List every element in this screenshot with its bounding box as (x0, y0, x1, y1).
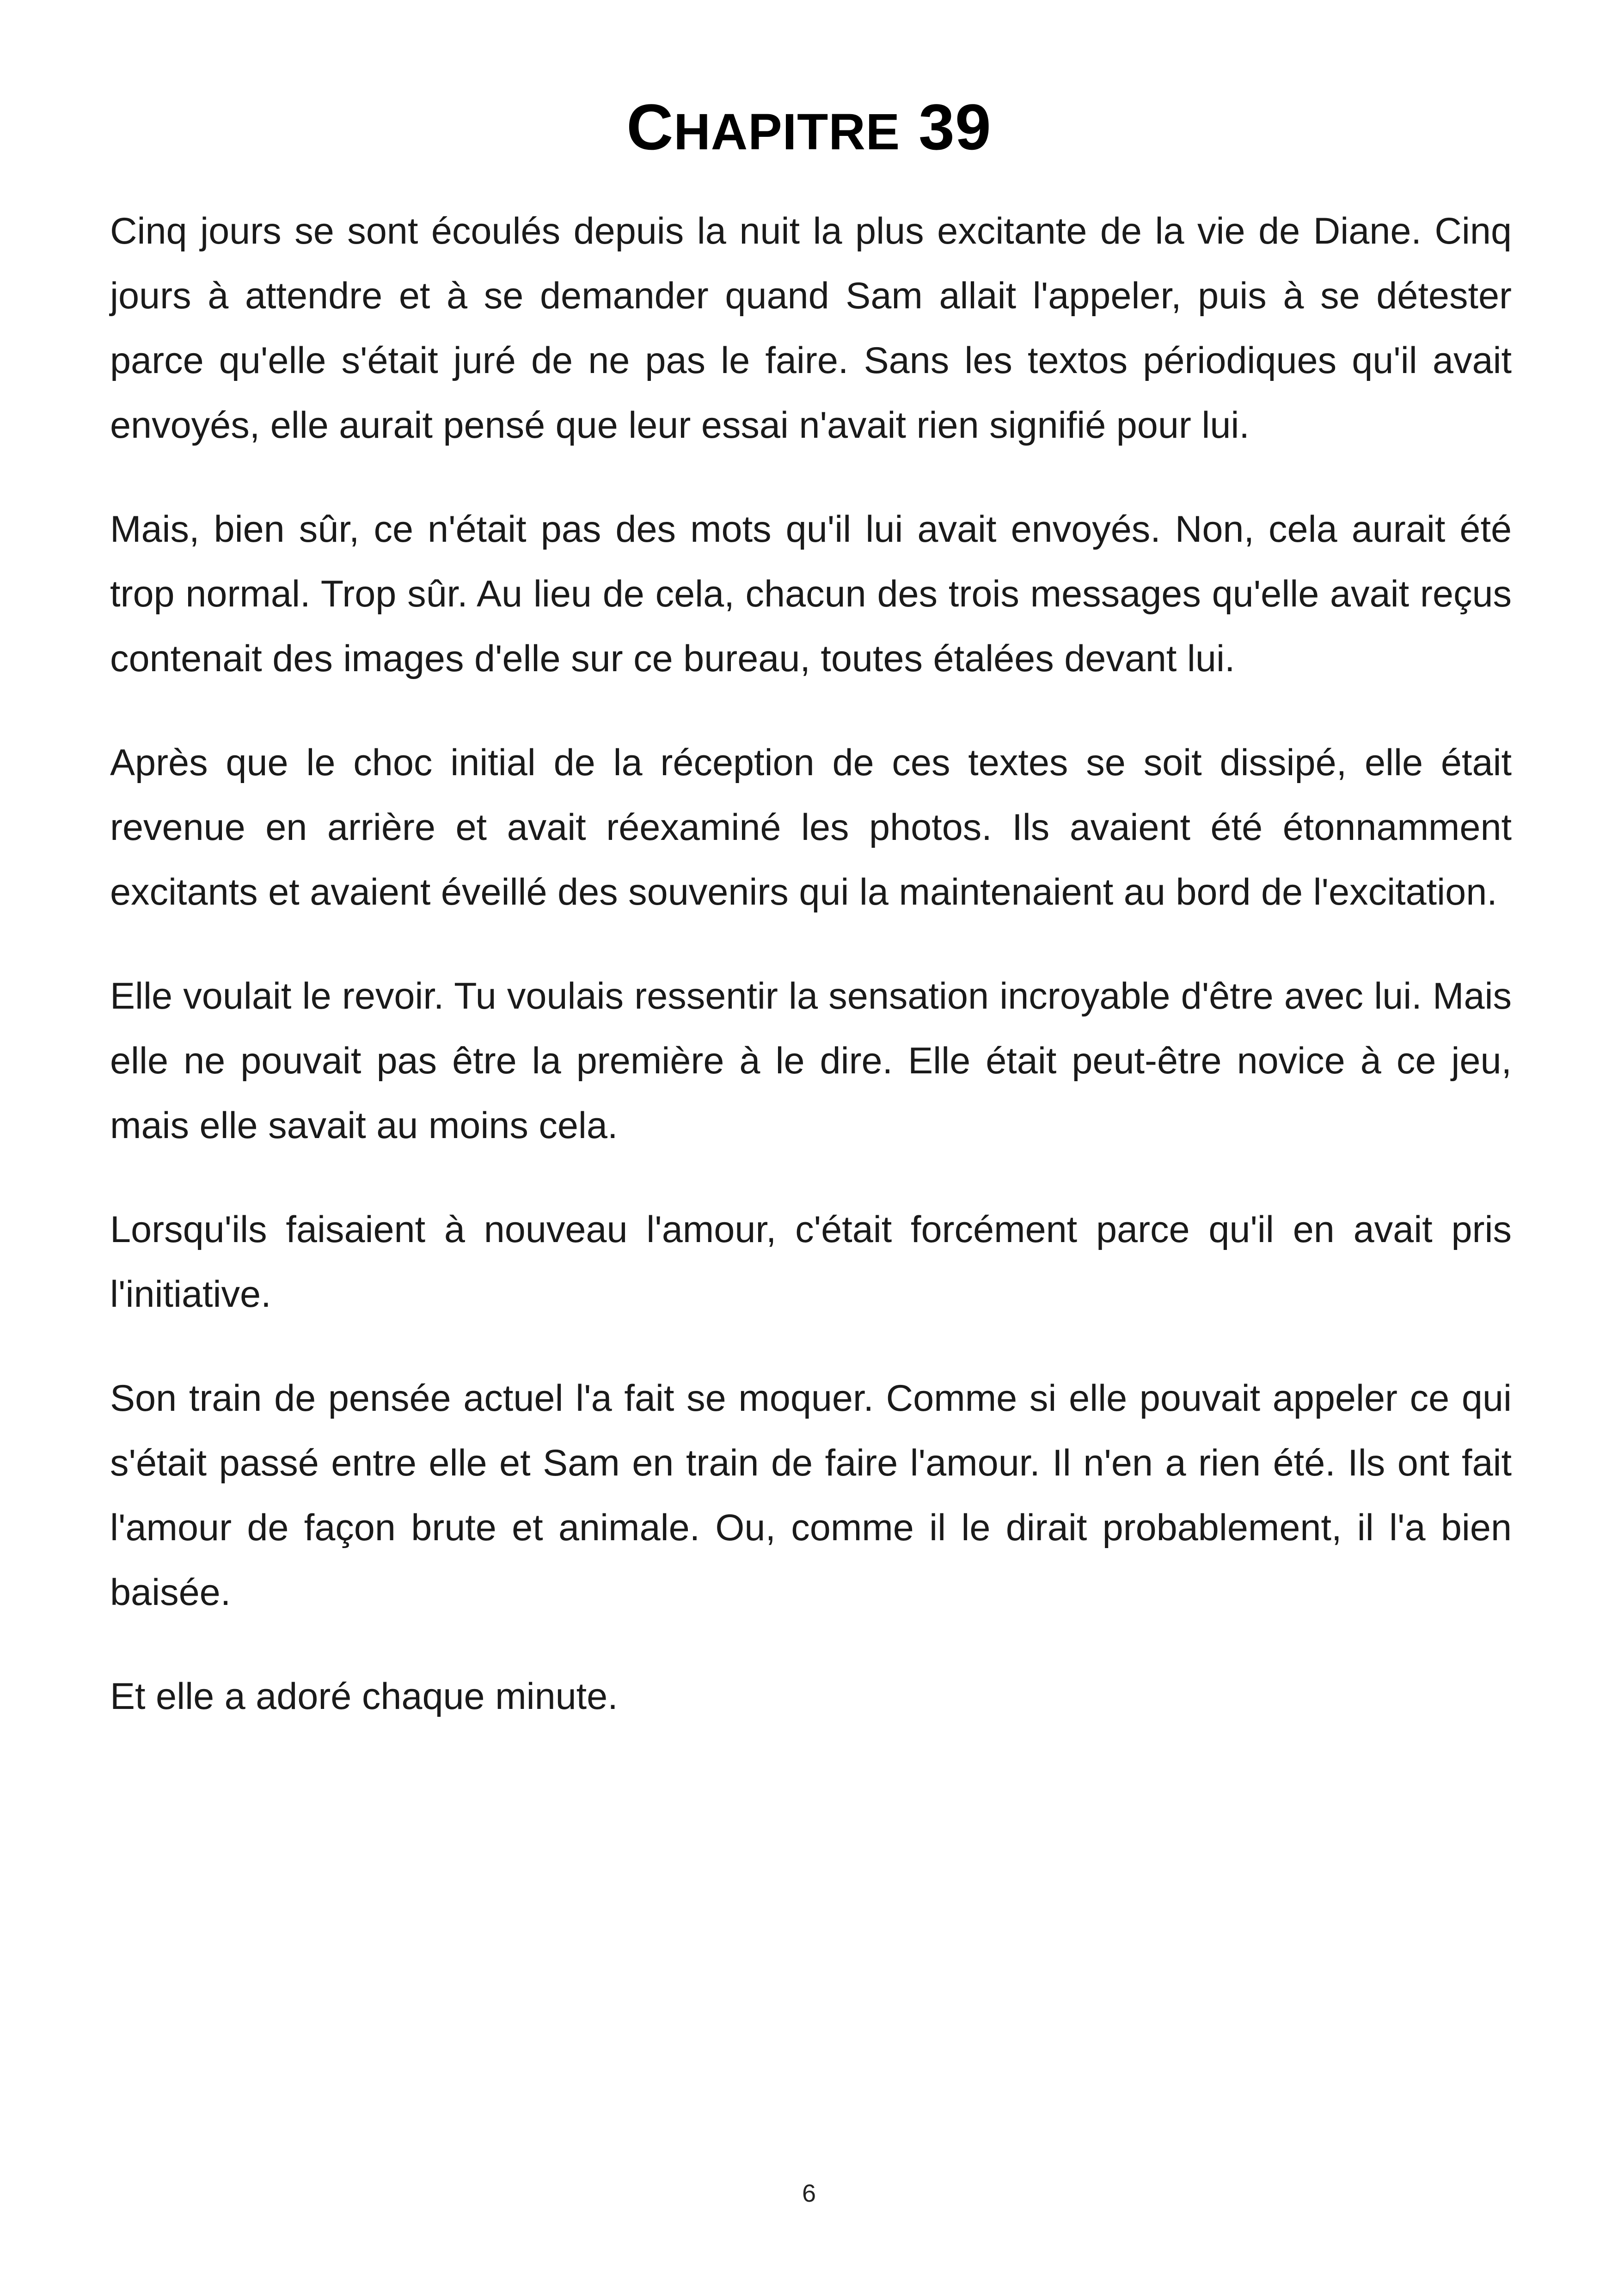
paragraph: Elle voulait le revoir. Tu voulais ressentir la sensation incroyable d'être avec lui. Mais elle ne pouvait pas être la première à le dire. Elle était peut-être novice à ce jeu, mais elle savait au moins cela. (110, 975, 1512, 1146)
paragraph: Après que le choc initial de la réception de ces textes se soit dissipé, elle était revenue en arrière et avait réexaminé les photos. Ils avaient été étonnamment excitants et avaient éveillé des souvenirs qui la maintenaient au bord de l'excitation. (110, 742, 1512, 913)
chapter-number: 39 (919, 91, 992, 163)
chapter-body (110, 199, 1512, 1768)
paragraph: Mais, bien sûr, ce n'était pas des mots qu'il lui avait envoyés. Non, cela aurait été trop normal. Trop sûr. Au lieu de cela, chacun des trois messages qu'elle avait reçus contenait des images d'elle sur ce bureau, toutes étalées devant lui. (110, 508, 1512, 680)
paragraph: Lorsqu'ils faisaient à nouveau l'amour, c'était forcément parce qu'il en avait pris l'initiative. (110, 1209, 1512, 1315)
paragraph: Son train de pensée actuel l'a fait se moquer. Comme si elle pouvait appeler ce qui s'était passé entre elle et Sam en train de faire l'amour. Il n'en a rien été. Ils ont fait l'amour de façon brute et animale. Ou, comme il le dirait probablement, il l'a bien baisée. (110, 1378, 1512, 1613)
paragraph: Cinq jours se sont écoulés depuis la nuit la plus excitante de la vie de Diane. Cinq jours à attendre et à se demander quand Sam allait l'appeler, puis à se détester parce qu'elle s'était juré de ne pas le faire. Sans les textos périodiques qu'il avait envoyés, elle aurait pensé que leur essai n'avait rien signifié pour lui. (110, 210, 1512, 446)
chapter-title-word: HAPITRE (674, 104, 901, 160)
chapter-title (0, 88, 1618, 171)
chapter-title-initial: C (626, 91, 674, 163)
page-number: 6 (802, 2180, 816, 2207)
paragraph: Et elle a adoré chaque minute. (110, 1676, 618, 1717)
